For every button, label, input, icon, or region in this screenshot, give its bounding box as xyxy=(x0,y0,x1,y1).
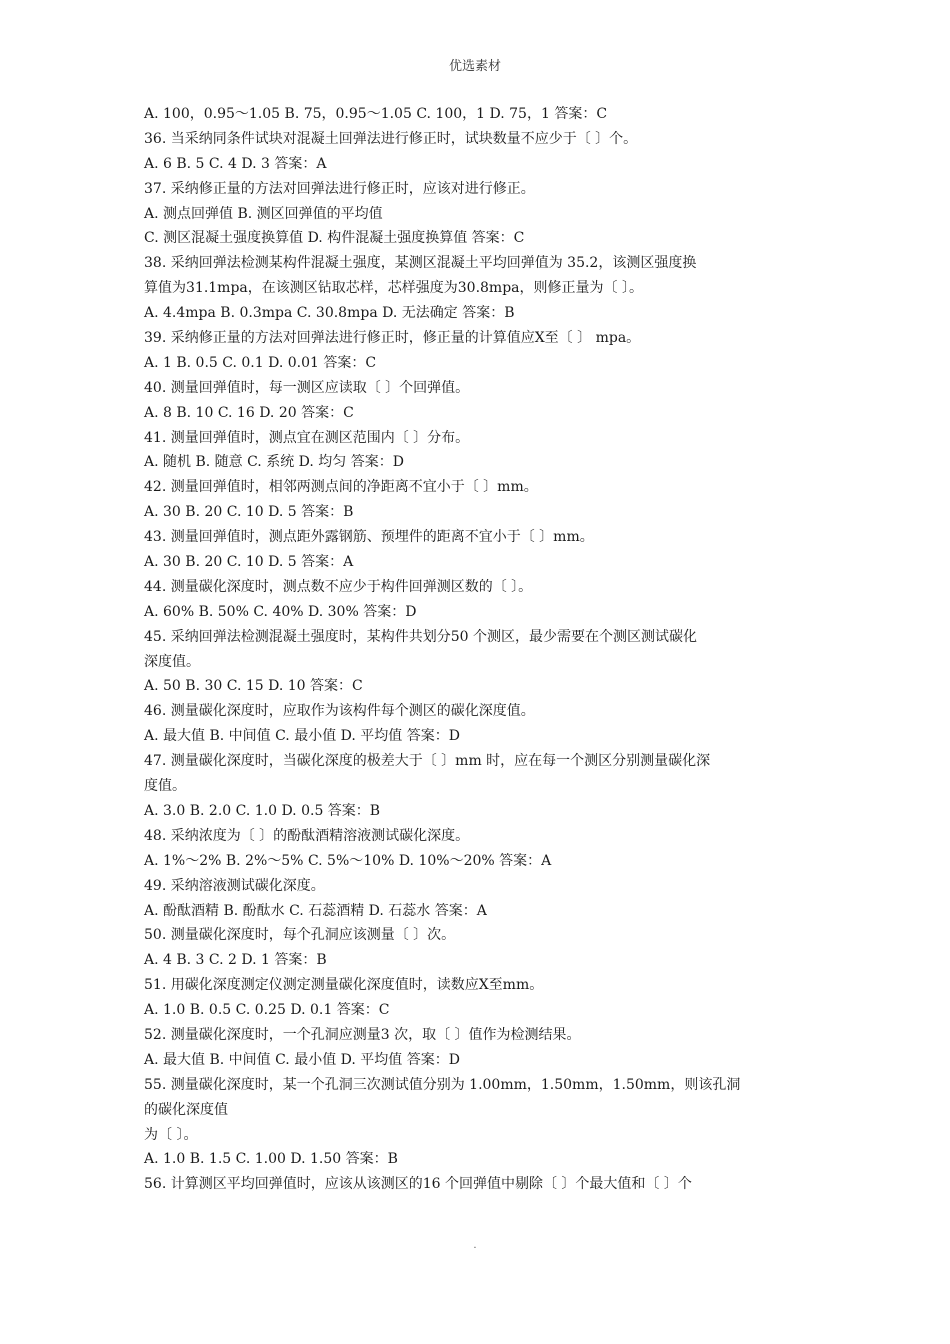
text-line: 43. 测量回弹值时，测点距外露钢筋、预埋件的距离不宜小于〔 〕mm。 xyxy=(144,529,594,546)
text-line: 50. 测量碳化深度时，每个孔洞应该测量〔 〕次。 xyxy=(144,927,456,944)
page-header: 优选素材 xyxy=(448,59,501,74)
text-line: 度值。 xyxy=(144,778,186,795)
text-line: 48. 采纳浓度为〔 〕的酚酞酒精溶液测试碳化深度。 xyxy=(144,827,470,844)
text-line: 56. 计算测区平均回弹值时，应该从该测区的16 个回弹值中剔除〔 〕个最大值和〔 〕个 xyxy=(144,1176,692,1193)
text-line: 深度值。 xyxy=(144,653,200,670)
text-line: 47. 测量碳化深度时，当碳化深度的极差大于〔 〕mm 时，应在每一个测区分别测量碳化深 xyxy=(144,753,711,770)
text-line: A. 1.0 B. 0.5 C. 0.25 D. 0.1 答案：C xyxy=(144,1002,390,1019)
text-line: A. 60% B. 50% C. 40% D. 30% 答案：D xyxy=(144,603,417,620)
page-footer: . xyxy=(473,1240,477,1251)
text-line: 的碳化深度值 xyxy=(144,1101,228,1118)
text-line: A. 50 B. 30 C. 15 D. 10 答案：C xyxy=(144,678,363,695)
text-line: 49. 采纳溶液测试碳化深度。 xyxy=(144,877,325,894)
text-line: 37. 采纳修正量的方法对回弹法进行修正时，应该对进行修正。 xyxy=(144,180,535,197)
text-line: 40. 测量回弹值时，每一测区应读取〔 〕个回弹值。 xyxy=(144,379,470,396)
text-line: 算值为31.1mpa，在该测区钻取芯样，芯样强度为30.8mpa，则修正量为〔 〕。 xyxy=(144,280,643,297)
text-line: 41. 测量回弹值时，测点宜在测区范围内〔 〕分布。 xyxy=(144,429,470,446)
text-line: A. 8 B. 10 C. 16 D. 20 答案：C xyxy=(144,404,354,421)
text-line: A. 30 B. 20 C. 10 D. 5 答案：A xyxy=(144,554,354,571)
text-line: 55. 测量碳化深度时，某一个孔洞三次测试值分别为 1.00mm，1.50mm，1.50mm，则该孔洞 xyxy=(144,1076,741,1093)
text-line: 46. 测量碳化深度时，应取作为该构件每个测区的碳化深度值。 xyxy=(144,703,535,720)
text-line: 38. 采纳回弹法检测某构件混凝土强度，某测区混凝土平均回弹值为 35.2，该测区强度换 xyxy=(144,255,697,272)
text-line: A. 1.0 B. 1.5 C. 1.00 D. 1.50 答案：B xyxy=(144,1151,398,1168)
text-line: A. 测点回弹值 B. 测区回弹值的平均值 xyxy=(144,205,383,222)
text-line: A. 随机 B. 随意 C. 系统 D. 均匀 答案：D xyxy=(144,454,404,471)
text-line: 36. 当采纳同条件试块对混凝土回弹法进行修正时，试块数量不应少于〔 〕个。 xyxy=(144,130,638,147)
text-line: A. 酚酞酒精 B. 酚酞水 C. 石蕊酒精 D. 石蕊水 答案：A xyxy=(144,902,487,919)
text-line: A. 3.0 B. 2.0 C. 1.0 D. 0.5 答案：B xyxy=(144,802,381,819)
text-line: 51. 用碳化深度测定仪测定测量碳化深度值时，读数应X至mm。 xyxy=(144,977,544,994)
text-line: A. 4.4mpa B. 0.3mpa C. 30.8mpa D. 无法确定 答案：B xyxy=(144,305,515,322)
text-line: 45. 采纳回弹法检测混凝土强度时，某构件共划分50 个测区，最少需要在个测区测试碳化 xyxy=(144,628,697,645)
text-line: A. 4 B. 3 C. 2 D. 1 答案：B xyxy=(144,952,327,969)
text-line: A. 30 B. 20 C. 10 D. 5 答案：B xyxy=(144,504,354,521)
text-line: A. 1%～2% B. 2%～5% C. 5%～10% D. 10%～20% 答案：A xyxy=(144,852,552,869)
text-line: A. 6 B. 5 C. 4 D. 3 答案：A xyxy=(144,155,327,172)
text-line: 为〔 〕。 xyxy=(144,1126,198,1143)
text-line: A. 1 B. 0.5 C. 0.1 D. 0.01 答案：C xyxy=(144,354,377,371)
text-line: 42. 测量回弹值时，相邻两测点间的净距离不宜小于〔 〕mm。 xyxy=(144,479,538,496)
text-line: 52. 测量碳化深度时，一个孔洞应测量3 次，取〔 〕值作为检测结果。 xyxy=(144,1026,581,1043)
document-body xyxy=(144,102,816,1197)
text-line: A. 100，0.95～1.05 B. 75，0.95～1.05 C. 100，1 D. 75，1 答案：C xyxy=(144,106,608,122)
text-line: C. 测区混凝土强度换算值 D. 构件混凝土强度换算值 答案：C xyxy=(144,230,525,247)
text-line: 39. 采纳修正量的方法对回弹法进行修正时，修正量的计算值应X至〔 〕 mpa。 xyxy=(144,330,641,347)
text-line: A. 最大值 B. 中间值 C. 最小值 D. 平均值 答案：D xyxy=(144,728,460,745)
text-line: 44. 测量碳化深度时，测点数不应少于构件回弹测区数的〔 〕。 xyxy=(144,578,533,595)
text-line: A. 最大值 B. 中间值 C. 最小值 D. 平均值 答案：D xyxy=(144,1051,460,1068)
